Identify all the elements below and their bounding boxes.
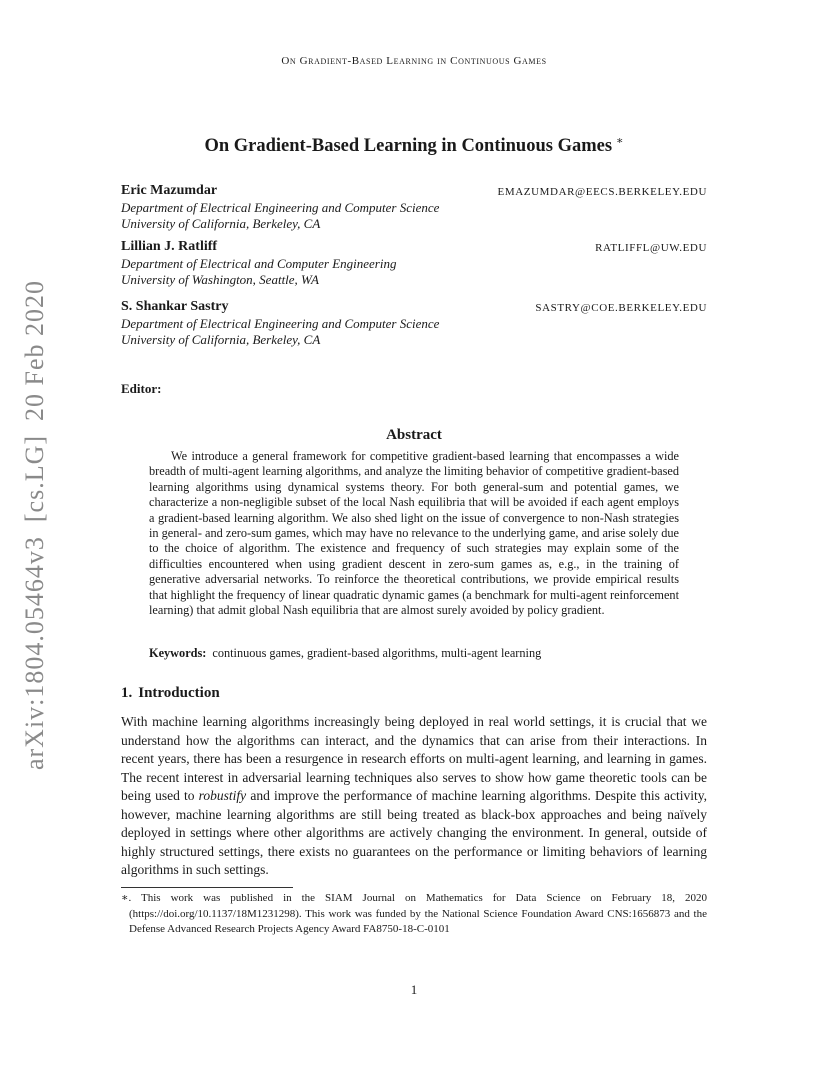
author-affiliation-dept: Department of Electrical Engineering and Computer Science xyxy=(121,199,440,215)
running-head: On Gradient-Based Learning in Continuous Games xyxy=(281,55,547,67)
author-name: S. Shankar Sastry xyxy=(121,299,229,314)
section-heading xyxy=(121,685,220,702)
author-affiliation-univ: University of California, Berkeley, CA xyxy=(121,332,321,347)
paper-title-text: On Gradient-Based Learning in Continuous Games xyxy=(204,136,613,157)
keywords-label: Keywords: xyxy=(149,646,207,660)
page-number: 1 xyxy=(410,982,418,997)
footnote: ∗. This work was published in the SIAM Journal on Mathematics for Data Science on February 18, 2020 (https://doi.org/10.1137/18M1231298). This work was funded by the National Science Foundation Award CNS:1656873 and the Defense Advanced Research Projects Agency Award FA8750-18-C-0101 xyxy=(121,892,707,935)
author-name: Eric Mazumdar xyxy=(121,183,218,198)
author-email[interactable]: RATLIFFL@UW.EDU xyxy=(595,242,707,254)
author-block-1 xyxy=(121,183,707,233)
paper-title xyxy=(0,134,828,157)
author-email[interactable]: EMAZUMDAR@EECS.BERKELEY.EDU xyxy=(497,186,707,198)
arxiv-date: 20 Feb 2020 xyxy=(20,279,49,421)
intro-text-start: With machine learning algorithms increasingly being deployed in real world settings, it is crucial that we understand how the algorithms can interact, and the dynamics that can arise from their interactions. In recent years, there has been a resurgence in research efforts on multi-agent learning, and learning in games. The recent interest in adversarial learning techniques also serves to show how game theoretic tools can be being used to xyxy=(121,714,707,803)
section-title: Introduction xyxy=(138,685,220,701)
arxiv-stamp xyxy=(20,280,50,770)
abstract-text: We introduce a general framework for competitive gradient-based learning that encompasses a wide breadth of multi-agent learning algorithms, and analyze the limiting behavior of competitive gradient-based learning algorithms using dynamical systems theory. For both general-sum and potential games, we characterize a non-negligible subset of the local Nash equilibria that will be avoided if each agent employs a gradient-based learning algorithm. We also shed light on the issue of convergence to non-Nash strategies in general- and zero-sum games, which may have no relevance to the underlying game, and arise solely due to the choice of algorithm. The existence and frequency of such strategies may explain some of the difficulties encountered when using gradient descent in zero-sum games as, e.g., in the training of generative adversarial networks. To reinforce the theoretical contributions, we provide empirical results that highlight the frequency of linear quadratic dynamic games (a benchmark for multi-agent reinforcement learning) that admit global Nash equilibria that are almost surely avoided by policy gradient. xyxy=(149,449,679,618)
arxiv-id[interactable]: arXiv:1804.05464v3 xyxy=(20,536,49,771)
author-affiliation-dept: Department of Electrical Engineering and Computer Science xyxy=(121,315,440,331)
author-name: Lillian J. Ratliff xyxy=(121,239,218,254)
intro-emphasis: robustify xyxy=(198,788,247,803)
title-footnote-mark: ∗ xyxy=(616,135,624,147)
author-affiliation-dept: Department of Electrical and Computer Engineering xyxy=(121,255,397,271)
abstract-heading: Abstract xyxy=(386,427,442,443)
footnote-divider xyxy=(121,887,293,888)
author-block-3 xyxy=(121,299,707,349)
section-number: 1. xyxy=(121,685,133,701)
intro-text-end: and improve the performance of machine learning algorithms. Despite this activity, however, machine learning algorithms are still being treated as black-box approaches and being naïvely deployed in settings where other algorithms are actively changing the environment. In general, outside of highly structured settings, there exists no guarantees on the performance or limiting behaviors of learning algorithms in such settings. xyxy=(121,788,707,877)
author-affiliation-univ: University of Washington, Seattle, WA xyxy=(121,272,319,287)
keywords-list: continuous games, gradient-based algorithms, multi-agent learning xyxy=(212,646,542,660)
keywords-line xyxy=(149,646,679,661)
author-affiliation-univ: University of California, Berkeley, CA xyxy=(121,216,321,231)
arxiv-category: [cs.LG] xyxy=(20,434,49,523)
author-email[interactable]: SASTRY@COE.BERKELEY.EDU xyxy=(535,302,707,314)
introduction-paragraph xyxy=(121,713,707,880)
author-block-2 xyxy=(121,239,707,289)
editor-label: Editor: xyxy=(121,381,162,396)
